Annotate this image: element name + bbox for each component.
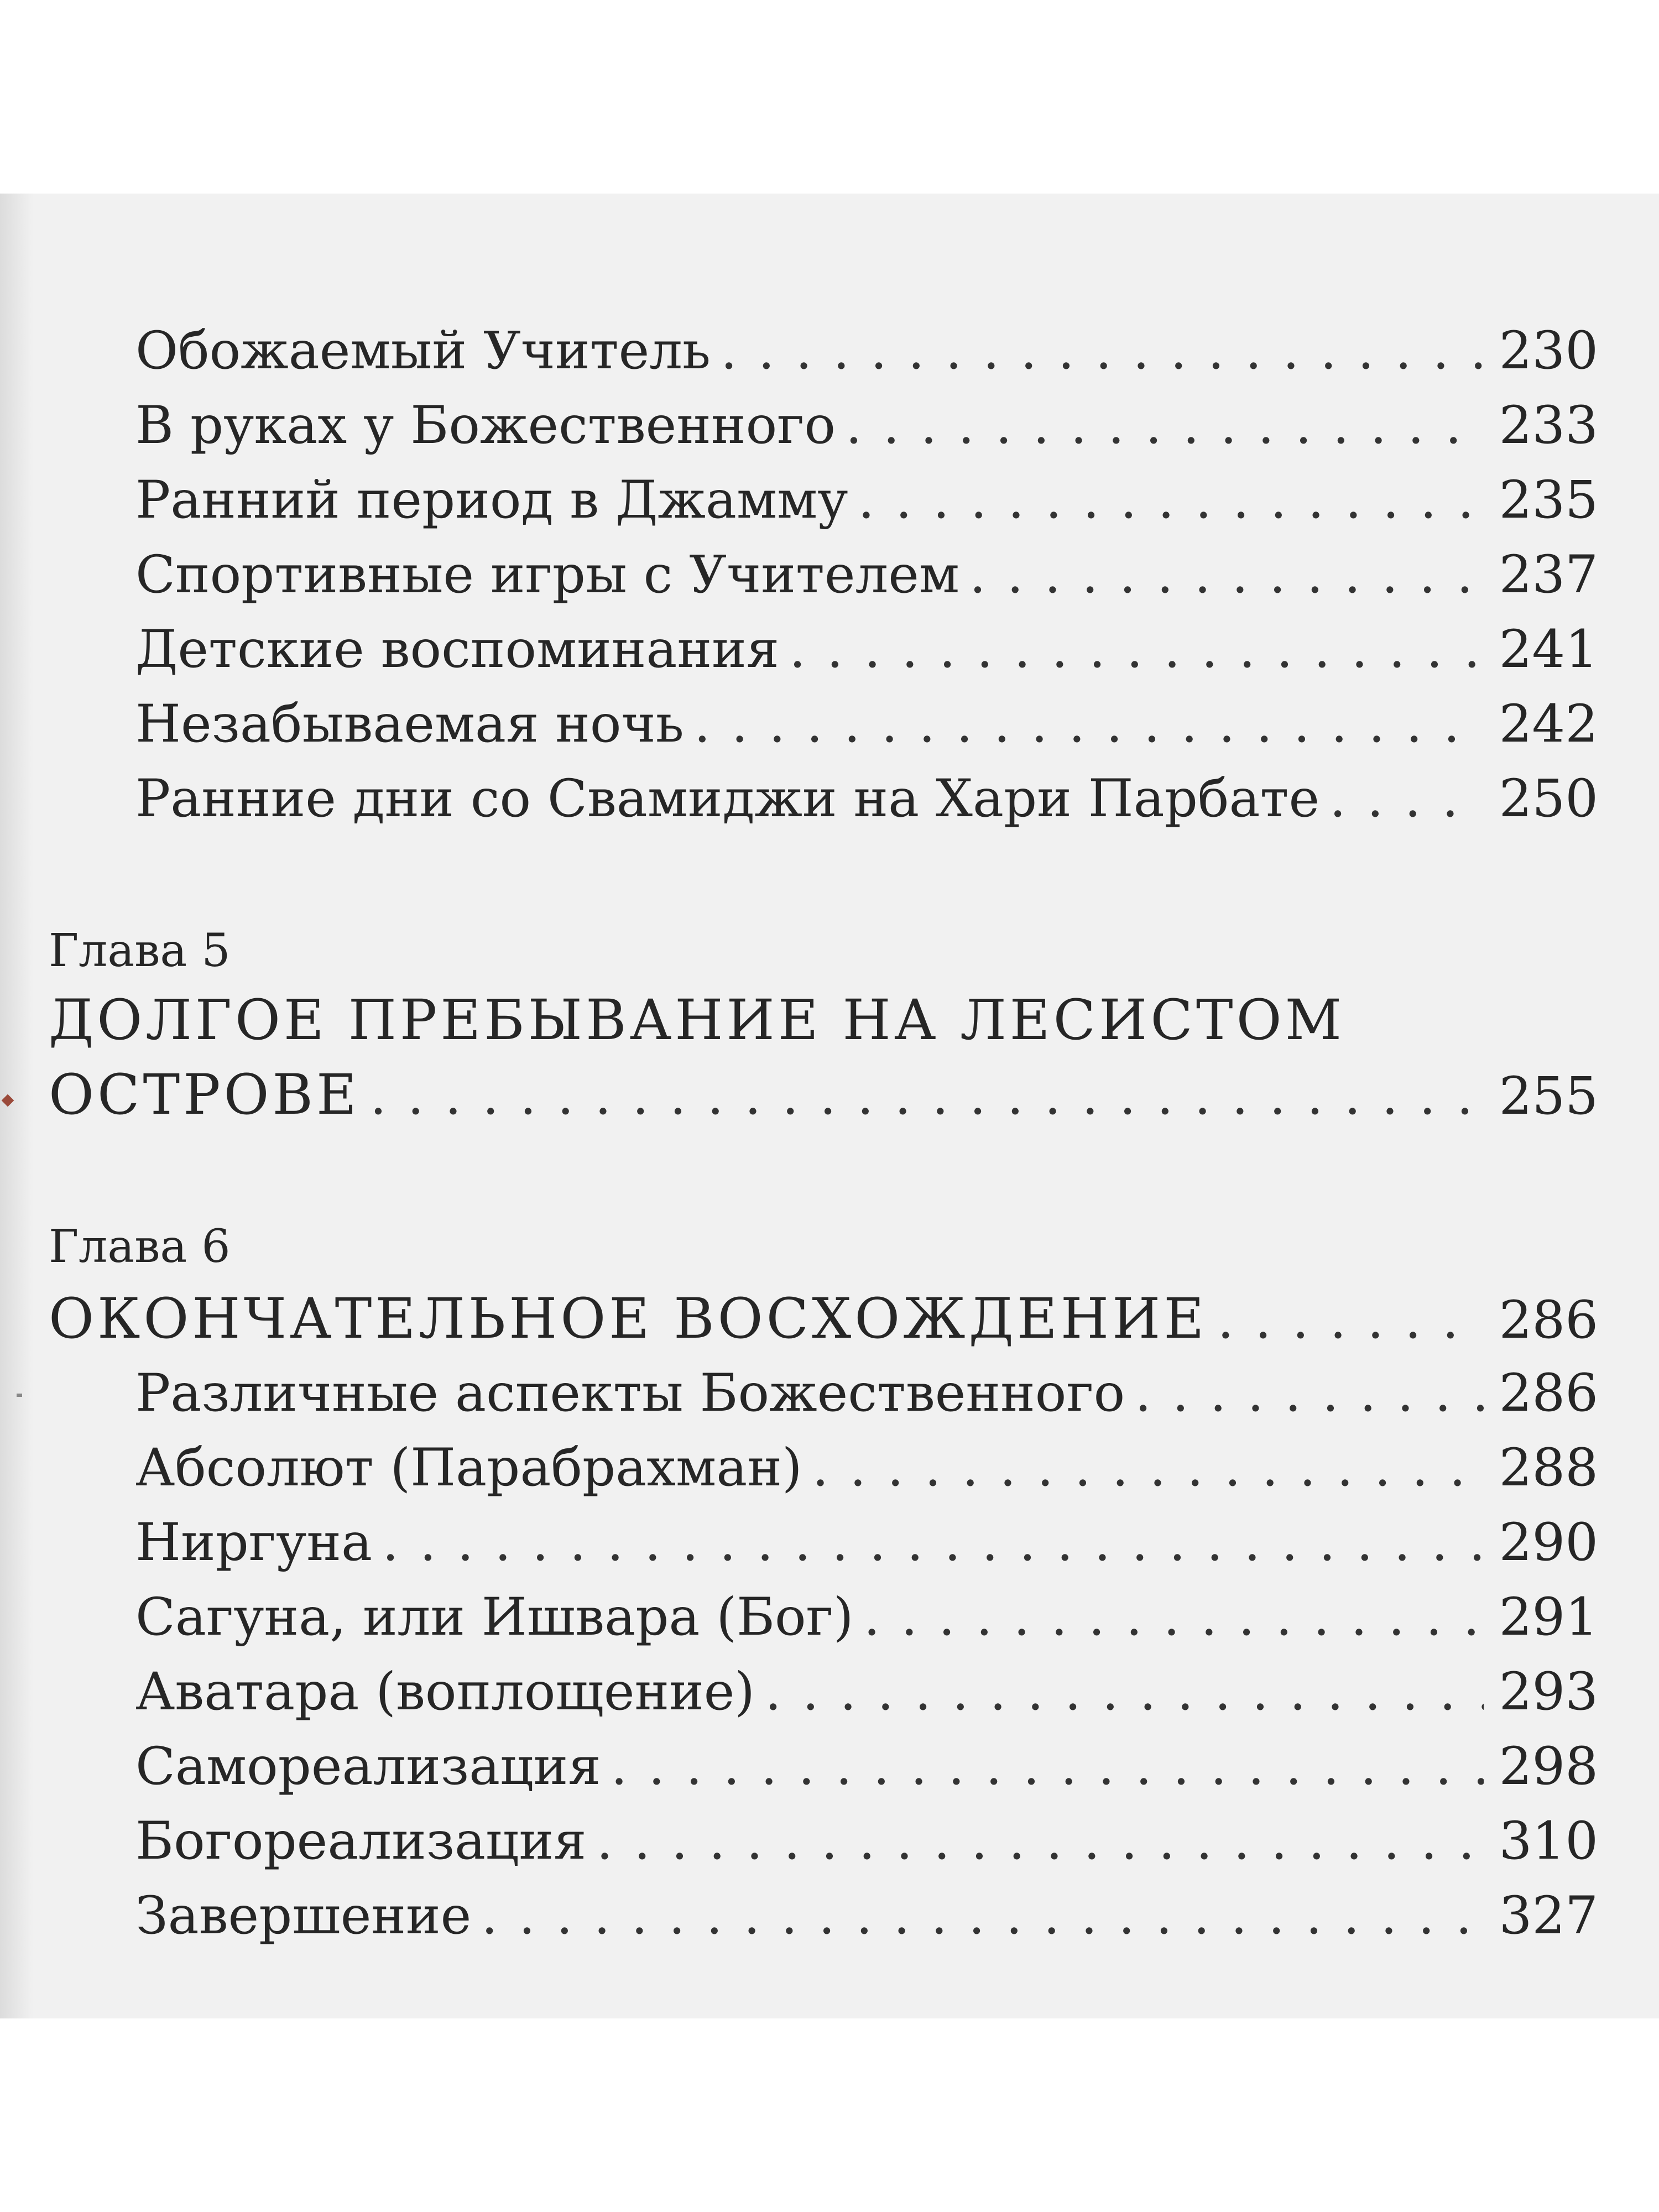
chapter-5-entry[interactable] bbox=[49, 1059, 1598, 1131]
toc-entry-title: Незабываемая ночь bbox=[135, 694, 684, 754]
chapter-6-title: ОКОНЧАТЕЛЬНОЕ ВОСХОЖДЕНИЕ bbox=[49, 1286, 1208, 1351]
toc-entry[interactable] bbox=[135, 390, 1598, 462]
chapter-5-title-line2: ОСТРОВЕ bbox=[49, 1062, 360, 1127]
toc-entry-page: 310 bbox=[1499, 1811, 1598, 1871]
chapter-6-page: 286 bbox=[1499, 1290, 1598, 1350]
toc-entry[interactable] bbox=[135, 1656, 1598, 1728]
toc-entry[interactable] bbox=[135, 1880, 1598, 1952]
toc-entry-page: 293 bbox=[1499, 1662, 1598, 1722]
dot-leader bbox=[858, 465, 1484, 536]
dot-leader bbox=[382, 1507, 1484, 1579]
dot-leader bbox=[1135, 1358, 1483, 1430]
toc-entry-title: Богореализация bbox=[135, 1811, 587, 1871]
toc-entry[interactable] bbox=[135, 1432, 1598, 1504]
toc-entry-page: 241 bbox=[1499, 619, 1598, 680]
chapter-5-label: Глава 5 bbox=[49, 925, 231, 977]
toc-entry-title: Завершение bbox=[135, 1886, 472, 1946]
toc-entry[interactable] bbox=[135, 1507, 1598, 1579]
toc-entry-page: 250 bbox=[1499, 769, 1598, 829]
toc-entry-page: 327 bbox=[1499, 1886, 1598, 1946]
toc-entry-title: Ниргуна bbox=[135, 1512, 373, 1573]
chapter-5-page: 255 bbox=[1499, 1066, 1598, 1126]
dot-leader bbox=[1329, 763, 1483, 835]
toc-entry-page: 290 bbox=[1499, 1512, 1598, 1573]
dot-leader bbox=[596, 1806, 1483, 1877]
dot-leader bbox=[864, 1582, 1484, 1653]
dot-leader bbox=[481, 1880, 1483, 1952]
toc-entry-page: 233 bbox=[1499, 395, 1598, 456]
toc-entry-title: Ранние дни со Свамиджи на Хари Парбате bbox=[135, 769, 1320, 829]
toc-entry-page: 237 bbox=[1499, 545, 1598, 605]
toc-entry-page: 235 bbox=[1499, 470, 1598, 530]
toc-entry[interactable] bbox=[135, 1358, 1598, 1430]
toc-entry-page: 242 bbox=[1499, 694, 1598, 754]
dot-leader bbox=[789, 614, 1484, 686]
dot-leader bbox=[846, 390, 1484, 462]
toc-entry[interactable] bbox=[135, 1806, 1598, 1877]
toc-entry[interactable] bbox=[135, 465, 1598, 536]
dot-leader bbox=[370, 1061, 1484, 1133]
toc-entry[interactable] bbox=[135, 1731, 1598, 1803]
toc-entry[interactable] bbox=[135, 688, 1598, 760]
toc-entry-title: Обожаемый Учитель bbox=[135, 321, 711, 381]
toc-entry-page: 298 bbox=[1499, 1736, 1598, 1797]
dot-leader bbox=[1217, 1285, 1483, 1357]
toc-entry-title: Самореализация bbox=[135, 1736, 601, 1797]
dot-leader bbox=[969, 539, 1484, 611]
toc-entry[interactable] bbox=[135, 539, 1598, 611]
toc-entry-title: Детские воспоминания bbox=[135, 619, 780, 680]
toc-entry-title: Спортивные игры с Учителем bbox=[135, 545, 960, 605]
toc-entry-page: 230 bbox=[1499, 321, 1598, 381]
chapter-5-title-line1: ДОЛГОЕ ПРЕБЫВАНИЕ НА ЛЕСИСТОМ bbox=[49, 988, 1345, 1052]
chapter-6-entry[interactable] bbox=[49, 1283, 1598, 1355]
toc-entry-title: Аватара (воплощение) bbox=[135, 1662, 755, 1722]
dot-leader bbox=[765, 1656, 1484, 1728]
toc-entry[interactable] bbox=[135, 763, 1598, 835]
chapter-6-label: Глава 6 bbox=[49, 1220, 231, 1273]
toc-entry-title: Ранний период в Джамму bbox=[135, 470, 848, 530]
toc-entry[interactable] bbox=[135, 1582, 1598, 1653]
dot-leader bbox=[694, 688, 1484, 760]
toc-entry-page: 286 bbox=[1499, 1363, 1598, 1423]
toc-entry-title: Различные аспекты Божественного bbox=[135, 1363, 1125, 1423]
toc-entry-title: В руках у Божественного bbox=[135, 395, 836, 456]
toc-entry[interactable] bbox=[135, 614, 1598, 686]
dot-leader bbox=[812, 1432, 1484, 1504]
toc-entry[interactable] bbox=[135, 315, 1598, 387]
toc-entry-title: Сагуна, или Ишвара (Бог) bbox=[135, 1587, 854, 1647]
toc-entry-title: Абсолют (Парабрахман) bbox=[135, 1438, 802, 1498]
toc-entry-page: 288 bbox=[1499, 1438, 1598, 1498]
toc-entry-page: 291 bbox=[1499, 1587, 1598, 1647]
dot-leader bbox=[611, 1731, 1484, 1803]
dot-leader bbox=[721, 315, 1483, 387]
